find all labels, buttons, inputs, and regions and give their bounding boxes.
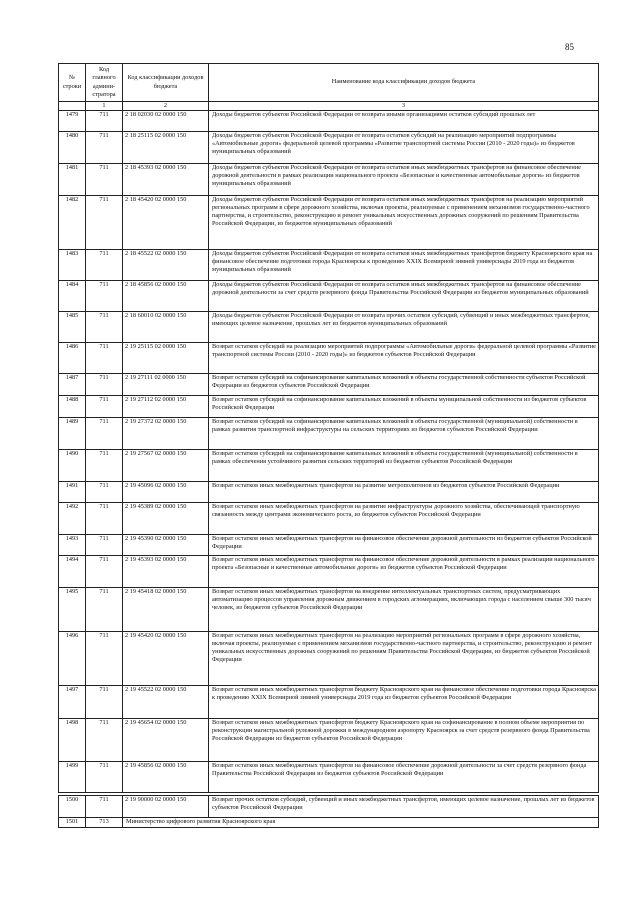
table-row [59, 587, 599, 631]
admin-code: 711 [86, 131, 123, 163]
table-row [59, 685, 599, 718]
admin-code: 711 [86, 195, 123, 249]
row-number: 1496 [59, 631, 86, 685]
header-classification-name: Наименование кода классификации доходов бюджета [209, 64, 599, 102]
classification-code: 2 19 45856 02 0000 150 [123, 761, 209, 792]
admin-code: 711 [86, 502, 123, 534]
classification-name: Возврат остатков иных межбюджетных трансфертов на развитие инфраструктуры дорожного хозяйства, обеспечивающей транспортную связанность между центрами экономического роста, из бюджетов субъектов Российской Федерации [209, 502, 599, 534]
admin-code: 711 [86, 163, 123, 195]
classification-code: 2 18 45393 02 0000 150 [123, 163, 209, 195]
classification-code: 2 19 27112 02 0000 150 [123, 395, 209, 417]
admin-code: 711 [86, 417, 123, 449]
classification-code: 2 19 27567 02 0000 150 [123, 449, 209, 481]
classification-name: Возврат остатков иных межбюджетных трансфертов на финансовое обеспечение дорожной деятельности за счет средств резервного фонда Правительства Российской Федерации из бюджетов субъектов Российской Федерации [209, 761, 599, 792]
row-number: 1491 [59, 481, 86, 502]
admin-code: 711 [86, 795, 123, 817]
classification-code: 2 19 25115 02 0000 150 [123, 342, 209, 373]
classification-name: Доходы бюджетов субъектов Российской Федерации от возврата иными организациями остатков субсидий прошлых лет [209, 110, 599, 131]
admin-code: 711 [86, 342, 123, 373]
classification-code: 2 19 45393 02 0000 150 [123, 555, 209, 587]
table-row [59, 280, 599, 311]
table-header-row [59, 64, 599, 102]
budget-revenue-table [58, 63, 599, 828]
classification-code: 2 19 45418 02 0000 150 [123, 587, 209, 631]
admin-code: 711 [86, 449, 123, 481]
classification-code: 2 19 27111 02 0000 150 [123, 373, 209, 395]
table-row [59, 481, 599, 502]
table-row [59, 195, 599, 249]
row-number: 1492 [59, 502, 86, 534]
classification-code: 2 18 02030 02 0000 150 [123, 110, 209, 131]
table-row [59, 131, 599, 163]
admin-code: 711 [86, 631, 123, 685]
admin-code: 711 [86, 395, 123, 417]
admin-code: 711 [86, 587, 123, 631]
table-row [59, 631, 599, 685]
classification-code: 2 19 27372 02 0000 150 [123, 417, 209, 449]
classification-name: Возврат прочих остатков субсидий, субвенций и иных межбюджетных трансфертов, имеющих целевое назначение, прошлых лет из бюджетов субъектов Российской Федерации [209, 795, 599, 817]
row-number: 1486 [59, 342, 86, 373]
row-number: 1490 [59, 449, 86, 481]
row-number: 1500 [59, 795, 86, 817]
table-row [59, 534, 599, 555]
table-row [59, 417, 599, 449]
column-index [59, 102, 86, 111]
table-row [59, 373, 599, 395]
table-row [59, 249, 599, 280]
classification-code: 2 19 45654 02 0000 150 [123, 718, 209, 761]
admin-code: 711 [86, 249, 123, 280]
table-row [59, 817, 599, 827]
row-number: 1493 [59, 534, 86, 555]
classification-name: Возврат остатков субсидий на софинансирование капитальных вложений в объекты государственной собственности субъектов Российской Федерации из бюджетов субъектов Российской Федерации [209, 373, 599, 395]
admin-code: 711 [86, 280, 123, 311]
column-index: 2 [123, 102, 209, 111]
classification-code: 2 19 90000 02 0000 150 [123, 795, 209, 817]
classification-name: Возврат остатков субсидий на софинансирование капитальных вложений в объекты муниципальной собственности из бюджетов субъектов Российской Федерации [209, 395, 599, 417]
column-index: 1 [86, 102, 123, 111]
admin-code: 713 [86, 817, 123, 827]
table-row [59, 342, 599, 373]
classification-code: 2 19 45390 02 0000 150 [123, 534, 209, 555]
table-row [59, 449, 599, 481]
classification-code: 2 19 45096 02 0000 150 [123, 481, 209, 502]
classification-name: Возврат остатков иных межбюджетных трансфертов на финансовое обеспечение дорожной деятельности из бюджетов субъектов Российской Федерации [209, 534, 599, 555]
classification-code: 2 18 45420 02 0000 150 [123, 195, 209, 249]
row-number: 1483 [59, 249, 86, 280]
row-number: 1482 [59, 195, 86, 249]
ministry-name: Министерство цифрового развития Красноярского края [123, 817, 599, 827]
row-number: 1487 [59, 373, 86, 395]
admin-code: 711 [86, 311, 123, 342]
admin-code: 711 [86, 761, 123, 792]
classification-name: Доходы бюджетов субъектов Российской Федерации от возврата остатков иных межбюджетных трансфертов на финансовое обеспечение дорожной деятельности в рамках реализации национального проекта «Безопасные и качественные автомобильные дороги» из бюджетов муниципальных образований [209, 163, 599, 195]
row-number: 1480 [59, 131, 86, 163]
table-row [59, 311, 599, 342]
classification-code: 2 18 45856 02 0000 150 [123, 280, 209, 311]
table-row [59, 502, 599, 534]
row-number: 1479 [59, 110, 86, 131]
classification-code: 2 19 45389 02 0000 150 [123, 502, 209, 534]
classification-name: Возврат остатков иных межбюджетных трансфертов на внедрение интеллектуальных транспортных систем, предусматривающих автоматизацию процессов управления дорожным движением в городских агломерациях, включающих города с населением свыше 300 тысяч человек, из бюджетов субъектов Российской Федерации [209, 587, 599, 631]
admin-code: 711 [86, 555, 123, 587]
classification-code: 2 18 60010 02 0000 150 [123, 311, 209, 342]
row-number: 1485 [59, 311, 86, 342]
classification-name: Доходы бюджетов субъектов Российской Федерации от возврата остатков иных межбюджетных трансфертов на реализацию мероприятий региональных программ в сфере дорожного хозяйства, включая проекты, реализуемые с применением механизмов государственно-частного партнерства, и строительство, реконструкцию и ремонт уникальных искусственных дорожных сооружений по решениям Правительства Российской Федерации, из бюджетов муниципальных образований [209, 195, 599, 249]
admin-code: 711 [86, 534, 123, 555]
header-classification-code: Код классификации доходов бюджета [123, 64, 209, 102]
header-admin-code: Код главного админи-стратора [86, 64, 123, 102]
classification-name: Доходы бюджетов субъектов Российской Федерации от возврата остатков субсидий на реализацию мероприятий подпрограммы «Автомобильные дороги» федеральной целевой программы «Развитие транспортной системы России (2010 - 2020 годы)» из бюджетов муниципальных образований [209, 131, 599, 163]
table-row [59, 718, 599, 761]
row-number: 1488 [59, 395, 86, 417]
row-number: 1495 [59, 587, 86, 631]
table-row [59, 555, 599, 587]
classification-name: Возврат остатков субсидий на софинансирование капитальных вложений в объекты государственной (муниципальной) собственности в рамках обеспечения устойчивого развития сельских территорий из бюджетов субъектов Российской Федерации [209, 449, 599, 481]
row-number: 1481 [59, 163, 86, 195]
classification-code: 2 19 45522 02 0000 150 [123, 685, 209, 718]
row-number: 1501 [59, 817, 86, 827]
table-row [59, 761, 599, 792]
column-index-row [59, 102, 599, 111]
row-number: 1499 [59, 761, 86, 792]
classification-name: Возврат остатков иных межбюджетных трансфертов бюджету Красноярского края на софинансирование в полном объеме мероприятия по реконструкции магистральной рулежной дорожки в международном аэропорту Красноярск за счет средств резервного фонда Правительства Российской Федерации из бюджетов субъектов Российской Федерации [209, 718, 599, 761]
table-row [59, 110, 599, 131]
row-number: 1489 [59, 417, 86, 449]
page-number: 85 [565, 42, 574, 52]
admin-code: 711 [86, 481, 123, 502]
admin-code: 711 [86, 110, 123, 131]
table-row [59, 795, 599, 817]
admin-code: 711 [86, 685, 123, 718]
header-row-number: № строки [59, 64, 86, 102]
classification-name: Возврат остатков иных межбюджетных трансфертов на финансовое обеспечение дорожной деятельности в рамках реализации национального проекта «Безопасные и качественные автомобильные дороги» из бюджетов субъектов Российской Федерации [209, 555, 599, 587]
classification-name: Доходы бюджетов субъектов Российской Федерации от возврата остатков иных межбюджетных трансфертов бюджету Красноярского края на финансовое обеспечение подготовки города Красноярска к проведению XXIX Всемирной зимней универсиады 2019 года из бюджетов муниципальных образований [209, 249, 599, 280]
admin-code: 711 [86, 373, 123, 395]
classification-name: Доходы бюджетов субъектов Российской Федерации от возврата прочих остатков субсидий, субвенций и иных межбюджетных трансфертов, имеющих целевое назначение, прошлых лет из бюджетов муниципальных образований [209, 311, 599, 342]
row-number: 1484 [59, 280, 86, 311]
row-number: 1497 [59, 685, 86, 718]
classification-name: Возврат остатков иных межбюджетных трансфертов бюджету Красноярского края на финансовое обеспечение подготовки города Красноярска к проведению XXIX Всемирной зимней универсиады 2019 года из бюджетов субъектов Российской Федерации [209, 685, 599, 718]
column-index: 3 [209, 102, 599, 111]
classification-code: 2 19 45420 02 0000 150 [123, 631, 209, 685]
row-number: 1498 [59, 718, 86, 761]
table-row [59, 163, 599, 195]
classification-name: Возврат остатков субсидий на реализацию мероприятий подпрограммы «Автомобильные дороги» федеральной целевой программы «Развитие транспортной системы России (2010 - 2020 годы)» из бюджетов субъектов Российской Федерации [209, 342, 599, 373]
classification-code: 2 18 25115 02 0000 150 [123, 131, 209, 163]
classification-name: Возврат остатков субсидий на софинансирование капитальных вложений в объекты государственной (муниципальной) собственности в рамках развития транспортной инфраструктуры на сельских территориях из бюджетов субъектов Российской Федерации [209, 417, 599, 449]
admin-code: 711 [86, 718, 123, 761]
classification-name: Возврат остатков иных межбюджетных трансфертов на развитие метрополитенов из бюджетов субъектов Российской Федерации [209, 481, 599, 502]
classification-name: Возврат остатков иных межбюджетных трансфертов на реализацию мероприятий региональных программ в сфере дорожного хозяйства, включая проекты, реализуемые с применением механизмов государственно-частного партнерства, и строительство, реконструкцию и ремонт уникальных искусственных дорожных сооружений по решениям Правительства Российской Федерации, из бюджетов субъектов Российской Федерации [209, 631, 599, 685]
classification-code: 2 18 45522 02 0000 150 [123, 249, 209, 280]
table-row [59, 395, 599, 417]
classification-name: Доходы бюджетов субъектов Российской Федерации от возврата остатков иных межбюджетных трансфертов на финансовое обеспечение дорожной деятельности за счет средств резервного фонда Правительства Российской Федерации из бюджетов муниципальных образований [209, 280, 599, 311]
row-number: 1494 [59, 555, 86, 587]
